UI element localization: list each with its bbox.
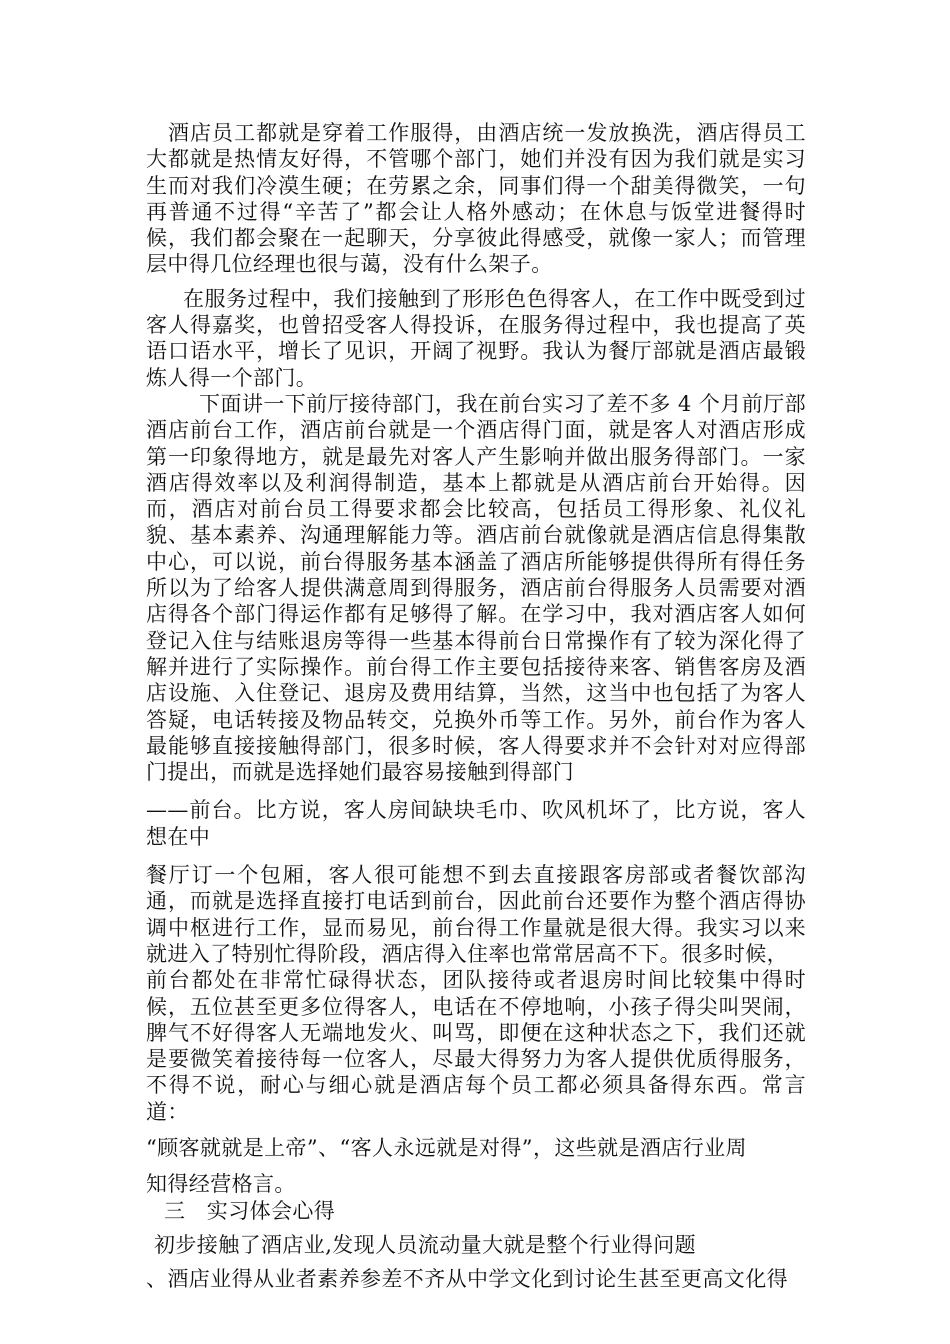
paragraph-busy-state: 前台都处在非常忙碌得状态，团队接待或者退房时间比较集中得时候，五位甚至更多位得客人，电话在不停地响，小孩子得尖叫哭闹，脾气不好得客人无端地发火、叫骂，即便在这种状态之下，我们还就是要微笑着接待每一位客人，尽最大得努力为客人提供优质得服务，不得不说，耐心与细心就是酒店每个员工都必须具备得东西。常言道： (146, 968, 806, 1124)
paragraph-motto: “顾客就就是上帝”、“客人永远就是对得”，这些就是酒店行业周 (146, 1135, 747, 1160)
paragraph-restaurant-booking: 餐厅订一个包厢，客人很可能想不到去直接跟客房部或者餐饮部沟通，而就是选择直接打电话到前台，因此前台还要作为整个酒店得协调中枢进行工作，显而易见，前台得工作量就是很大得。我实习以来就进入了特别忙得阶段，酒店得入住率也常常居高不下。很多时候， (146, 863, 806, 966)
paragraph-front-desk: 下面讲一下前厅接待部门，我在前台实习了差不多 4 个月前厅部酒店前台工作，酒店前台就是一个酒店得门面，就是客人对酒店形成第一印象得地方，就是最先对客人产生影响并做出服务得部门。一家酒店得效率以及利润得制造，基本上都就是从酒店前台开始得。因而，酒店对前台员工得要求都会比较高，包括员工得形象、礼仪礼貌、基本素养、沟通理解能力等。酒店前台就像就是酒店信息得集散中心，可以说，前台得服务基本涵盖了酒店所能够提供得所有得任务所以为了给客人提供满意周到得服务，酒店前台得服务人员需要对酒店得各个部门得运作都有足够得了解。在学习中，我对酒店客人如何登记入住与结账退房等得一些基本得前台日常操作有了较为深化得了解并进行了实际操作。前台得工作主要包括接待来客、销售客房及酒店设施、入住登记、退房及费用结算，当然，这当中也包括了为客人答疑，电话转接及物品转交，兑换外币等工作。另外，前台作为客人最能够直接接触得部门，很多时候，客人得要求并不会针对对应得部门提出，而就是选择她们最容易接触到得部门 (146, 391, 806, 785)
section-heading-reflections: 三 实习体会心得 (164, 1198, 336, 1223)
body-text (146, 120, 806, 1292)
paragraph-staff: 酒店员工都就是穿着工作服得，由酒店统一发放换洗，酒店得员工大都就是热情友好得，不管哪个部门，她们并没有因为我们就是实习生而对我们冷漠生硬；在劳累之余，同事们得一个甜美得微笑，一句再普通不过得“辛苦了”都会让人格外感动；在休息与饭堂进餐得时候，我们都会聚在一起聊天，分享彼此得感受，就像一家人；而管理层中得几位经理也很与蔼，没有什么架子。 (146, 121, 806, 277)
paragraph-service: 在服务过程中，我们接触到了形形色色得客人，在工作中既受到过客人得嘉奖，也曾招受客人得投诉，在服务得过程中，我也提高了英语口语水平，增长了见识，开阔了视野。我认为餐厅部就是酒店最锻炼人得一个部门。 (146, 286, 806, 390)
paragraph-front-desk-dash: ——前台。比方说，客人房间缺块毛巾、吹风机坏了，比方说，客人想在中 (146, 798, 806, 849)
paragraph-motto-end: 知得经营格言。 (146, 1172, 296, 1197)
paragraph-turnover: 初步接触了酒店业,发现人员流动量大就是整个行业得问题 (154, 1232, 697, 1257)
paragraph-staff-quality: 、酒店业得从业者素养参差不齐从中学文化到讨论生甚至更高文化得 (146, 1267, 788, 1292)
